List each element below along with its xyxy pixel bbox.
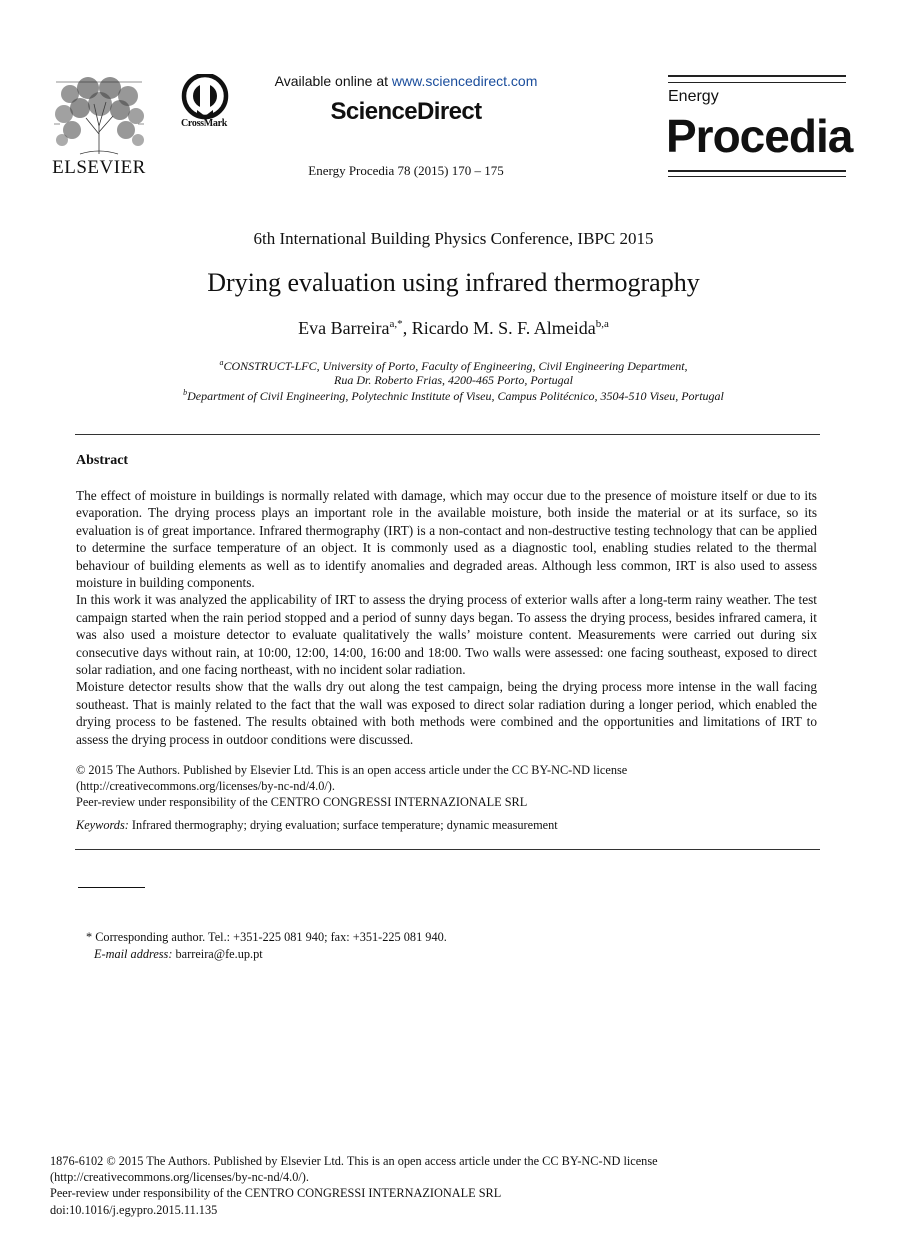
paper-title: Drying evaluation using infrared thermography	[207, 268, 700, 297]
journal-brand-energy: Energy	[668, 88, 719, 105]
email-line	[86, 946, 447, 963]
keywords-label: Keywords:	[76, 818, 129, 832]
sciencedirect-brand: ScienceDirect	[330, 98, 482, 125]
journal-brand-rule	[668, 176, 846, 177]
footer-doi[interactable]: doi:10.1016/j.egypro.2015.11.135	[50, 1202, 218, 1217]
abstract-body	[76, 487, 817, 748]
journal-brand-rule	[668, 82, 846, 83]
conference-name: 6th International Building Physics Conference, IBPC 2015	[253, 229, 654, 248]
footnote	[86, 929, 447, 962]
footer-copyright: 1876-6102 © 2015 The Authors. Published by Elsevier Ltd. This is an open access article under the CC BY-NC-ND license	[50, 1154, 658, 1168]
peer-review-line: Peer-review under responsibility of the CENTRO CONGRESSI INTERNAZIONALE SRL	[76, 795, 528, 809]
author-affil-mark: a,*	[389, 318, 403, 330]
section-divider	[75, 849, 820, 850]
affiliation-a	[0, 358, 907, 374]
affiliation-b	[0, 388, 907, 404]
affiliation-mark: a	[219, 358, 224, 367]
license-link[interactable]: (http://creativecommons.org/licenses/by-nc-nd/4.0/).	[76, 779, 335, 793]
available-prefix: Available online at	[274, 73, 392, 89]
author-affil-mark: b,a	[595, 318, 609, 330]
abstract-paragraph: In this work it was analyzed the applicability of IRT to assess the drying process of exterior walls after a long-term rainy weather. The test campaign started when the rain period stopped and a period of sunny days began. To assess the drying process, besides infrared camera, it was also used a moisture detector to evaluate qualitatively the walls’ moisture content. Measurements were carried out during six consecutive days without rain, at 10:00, 12:00, 14:00, 16:00 and 18:00. Two walls were assessed: one facing southeast, exposed to direct solar radiation, and one facing northeast, with no incident solar radiation.	[76, 592, 817, 678]
sciencedirect-link[interactable]: www.sciencedirect.com	[391, 73, 538, 89]
author-separator: ,	[402, 318, 412, 338]
available-online	[236, 73, 576, 89]
footnote-rule	[78, 887, 145, 888]
affiliation-line: Department of Civil Engineering, Polytechnic Institute of Viseu, Campus Politécnico, 3504-510 Viseu, Portugal	[187, 389, 724, 403]
abstract-heading: Abstract	[76, 453, 129, 468]
journal-reference: Energy Procedia 78 (2015) 170 – 175	[308, 163, 504, 178]
affiliation-mark: b	[183, 388, 188, 397]
affiliation-line: CONSTRUCT-LFC, University of Porto, Faculty of Engineering, Civil Engineering Department,	[223, 359, 688, 373]
copyright-line: © 2015 The Authors. Published by Elsevier Ltd. This is an open access article under the CC BY-NC-ND license	[76, 763, 628, 777]
abstract-paragraph: The effect of moisture in buildings is normally related with damage, which may occur due to the presence of moisture itself or due to its evaporation. The drying process plays an important role in the available moisture, both inside the material or at its surface, so its evaluation is of great importance. Infrared thermography (IRT) is a non-contact and non-destructive testing technology that can be applied to determine the surface temperature of an object. It is commonly used as a diagnostic tool, enabling studies related to the thermal behaviour of building elements as well as to identify anomalies and degraded areas. Although less common, IRT is also used to assess moisture in building components.	[76, 488, 817, 591]
section-divider	[75, 434, 820, 435]
email-label: E-mail address:	[94, 946, 173, 961]
author-name: Ricardo M. S. F. Almeida	[411, 318, 596, 338]
keywords	[76, 818, 817, 833]
publisher-name: ELSEVIER	[52, 157, 146, 178]
journal-brand-rule	[668, 75, 846, 77]
author-list	[0, 318, 907, 339]
copyright-notice	[76, 762, 817, 810]
affiliation-a-line2: Rua Dr. Roberto Frias, 4200-465 Porto, Portugal	[334, 373, 573, 387]
journal-brand-procedia: Procedia	[666, 110, 853, 162]
author-name: Eva Barreira	[298, 318, 390, 338]
keywords-text: Infrared thermography; drying evaluation; surface temperature; dynamic measurement	[128, 818, 558, 832]
footer-license-link[interactable]: (http://creativecommons.org/licenses/by-nc-nd/4.0/).	[50, 1170, 309, 1185]
journal-brand-rule	[668, 170, 846, 172]
footer-peer-review: Peer-review under responsibility of the CENTRO CONGRESSI INTERNAZIONALE SRL	[50, 1186, 502, 1201]
email-address[interactable]: barreira@fe.up.pt	[172, 946, 263, 961]
crossmark-label: CrossMark	[180, 118, 227, 129]
abstract-paragraph: Moisture detector results show that the walls dry out along the test campaign, being the drying process more intense in the wall facing southeast. That is mainly related to the fact that the wall was exposed to direct solar radiation during a longer period, which enabled the drying process to be fastened. The results obtained with both methods were combined and the opportunities and limitations of IRT to assess the drying process in outdoor conditions were discussed.	[76, 679, 817, 747]
corresponding-author: * Corresponding author. Tel.: +351-225 081 940; fax: +351-225 081 940.	[86, 930, 447, 944]
page-footer	[50, 1153, 860, 1218]
